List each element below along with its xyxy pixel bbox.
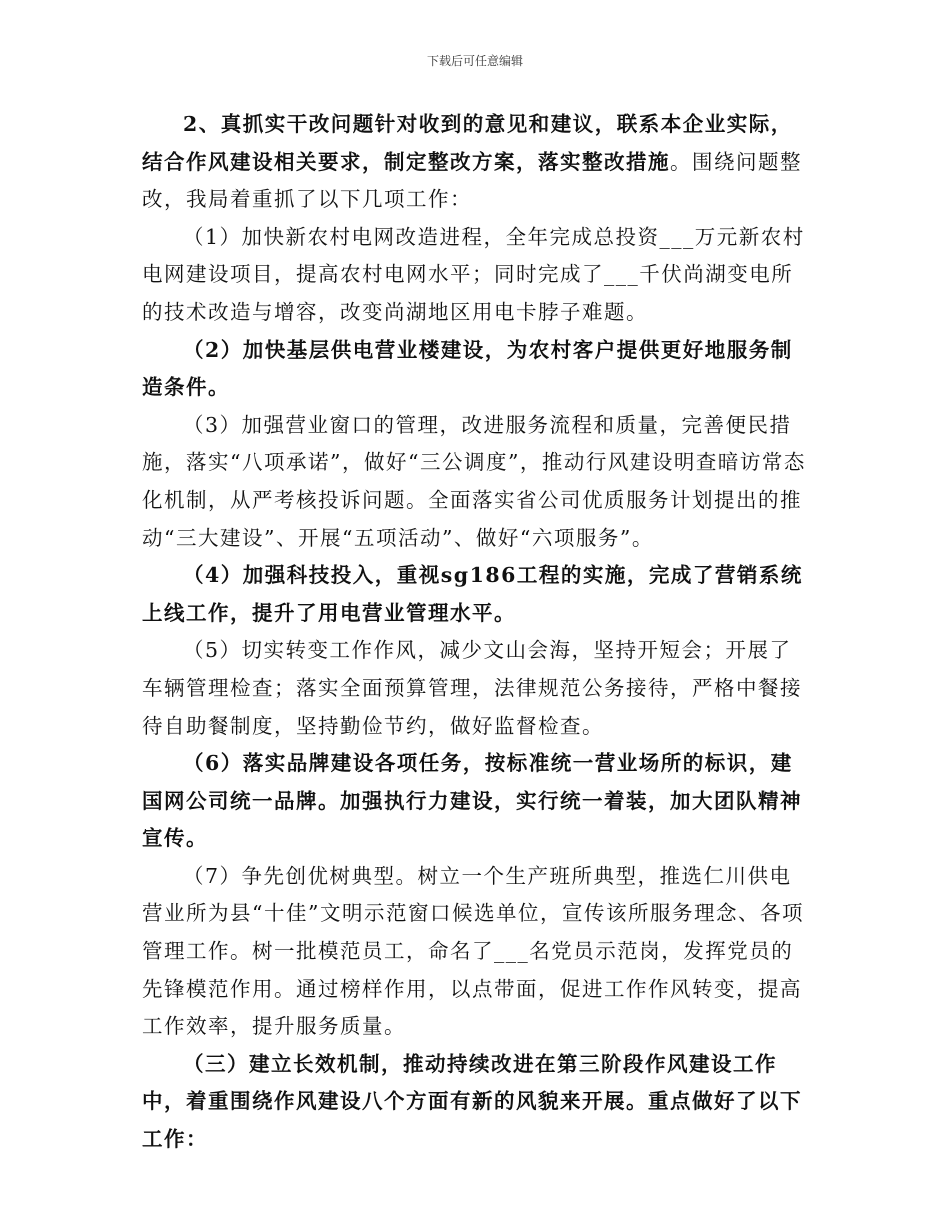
paragraph: [142, 219, 812, 332]
paragraph-bold-text: （三）建立长效机制，推动持续改进在第三阶段作风建设工作中，着重围绕作风建设八个方面有新的风貌来开展。重点做好了以下工作：: [142, 1051, 802, 1152]
paragraph: [142, 632, 812, 745]
paragraph: [142, 407, 812, 557]
document-body: [142, 106, 812, 1159]
paragraph: [142, 745, 812, 858]
paragraph-bold-text: （6）落实品牌建设各项任务，按标准统一营业场所的标识，建国网公司统一品牌。加强执行力建设，实行统一着装，加大团队精神宣传。: [142, 751, 802, 851]
paragraph-text: （1）加快新农村电网改造进程，全年完成总投资___万元新农村电网建设项目，提高农村电网水平；同时完成了___千伏尚湖变电所的技术改造与增容，改变尚湖地区用电卡脖子难题。: [142, 224, 805, 324]
paragraph: [142, 106, 812, 219]
paragraph-text: （3）加强营业窗口的管理，改进服务流程和质量，完善便民措施，落实“八项承诺”，做好“三公调度”，推动行风建设明查暗访常态化机制，从严考核投诉问题。全面落实省公司优质服务计划提出的推动“三大建设”、开展“五项活动”、做好“六项服务”。: [142, 412, 806, 550]
paragraph-bold-text: （4）加强科技投入，重视sg186工程的实施，完成了营销系统上线工作，提升了用电营业管理水平。: [142, 563, 803, 625]
page-header: 下载后可任意编辑: [426, 54, 523, 68]
paragraph: [142, 1046, 812, 1159]
paragraph-text: （7）争先创优树典型。树立一个生产班所典型，推选仁川供电营业所为县“十佳”文明示范窗口候选单位，宣传该所服务理念、各项管理工作。树一批模范员工，命名了___名党员示范岗，发挥党员的先锋模范作用。通过榜样作用，以点带面，促进工作作风转变，提高工作效率，提升服务质量。: [142, 863, 804, 1039]
paragraph: [142, 858, 812, 1046]
paragraph: [142, 557, 812, 632]
paragraph: [142, 332, 812, 407]
paragraph-text: 。围绕问题整改，我局着重抓了以下几项工作：: [142, 149, 802, 212]
paragraph-text: （5）切实转变工作作风，减少文山会海，坚持开短会；开展了车辆管理检查；落实全面预算管理，法律规范公务接待，严格中餐接待自助餐制度，坚持勤俭节约，做好监督检查。: [142, 638, 802, 738]
paragraph-bold-text: 2、真抓实干改问题针对收到的意见和建议，联系本企业实际，结合作风建设相关要求，制定整改方案，落实整改措施: [142, 112, 793, 174]
paragraph-bold-text: （2）加快基层供电营业楼建设，为农村客户提供更好地服务制造条件。: [142, 337, 793, 400]
